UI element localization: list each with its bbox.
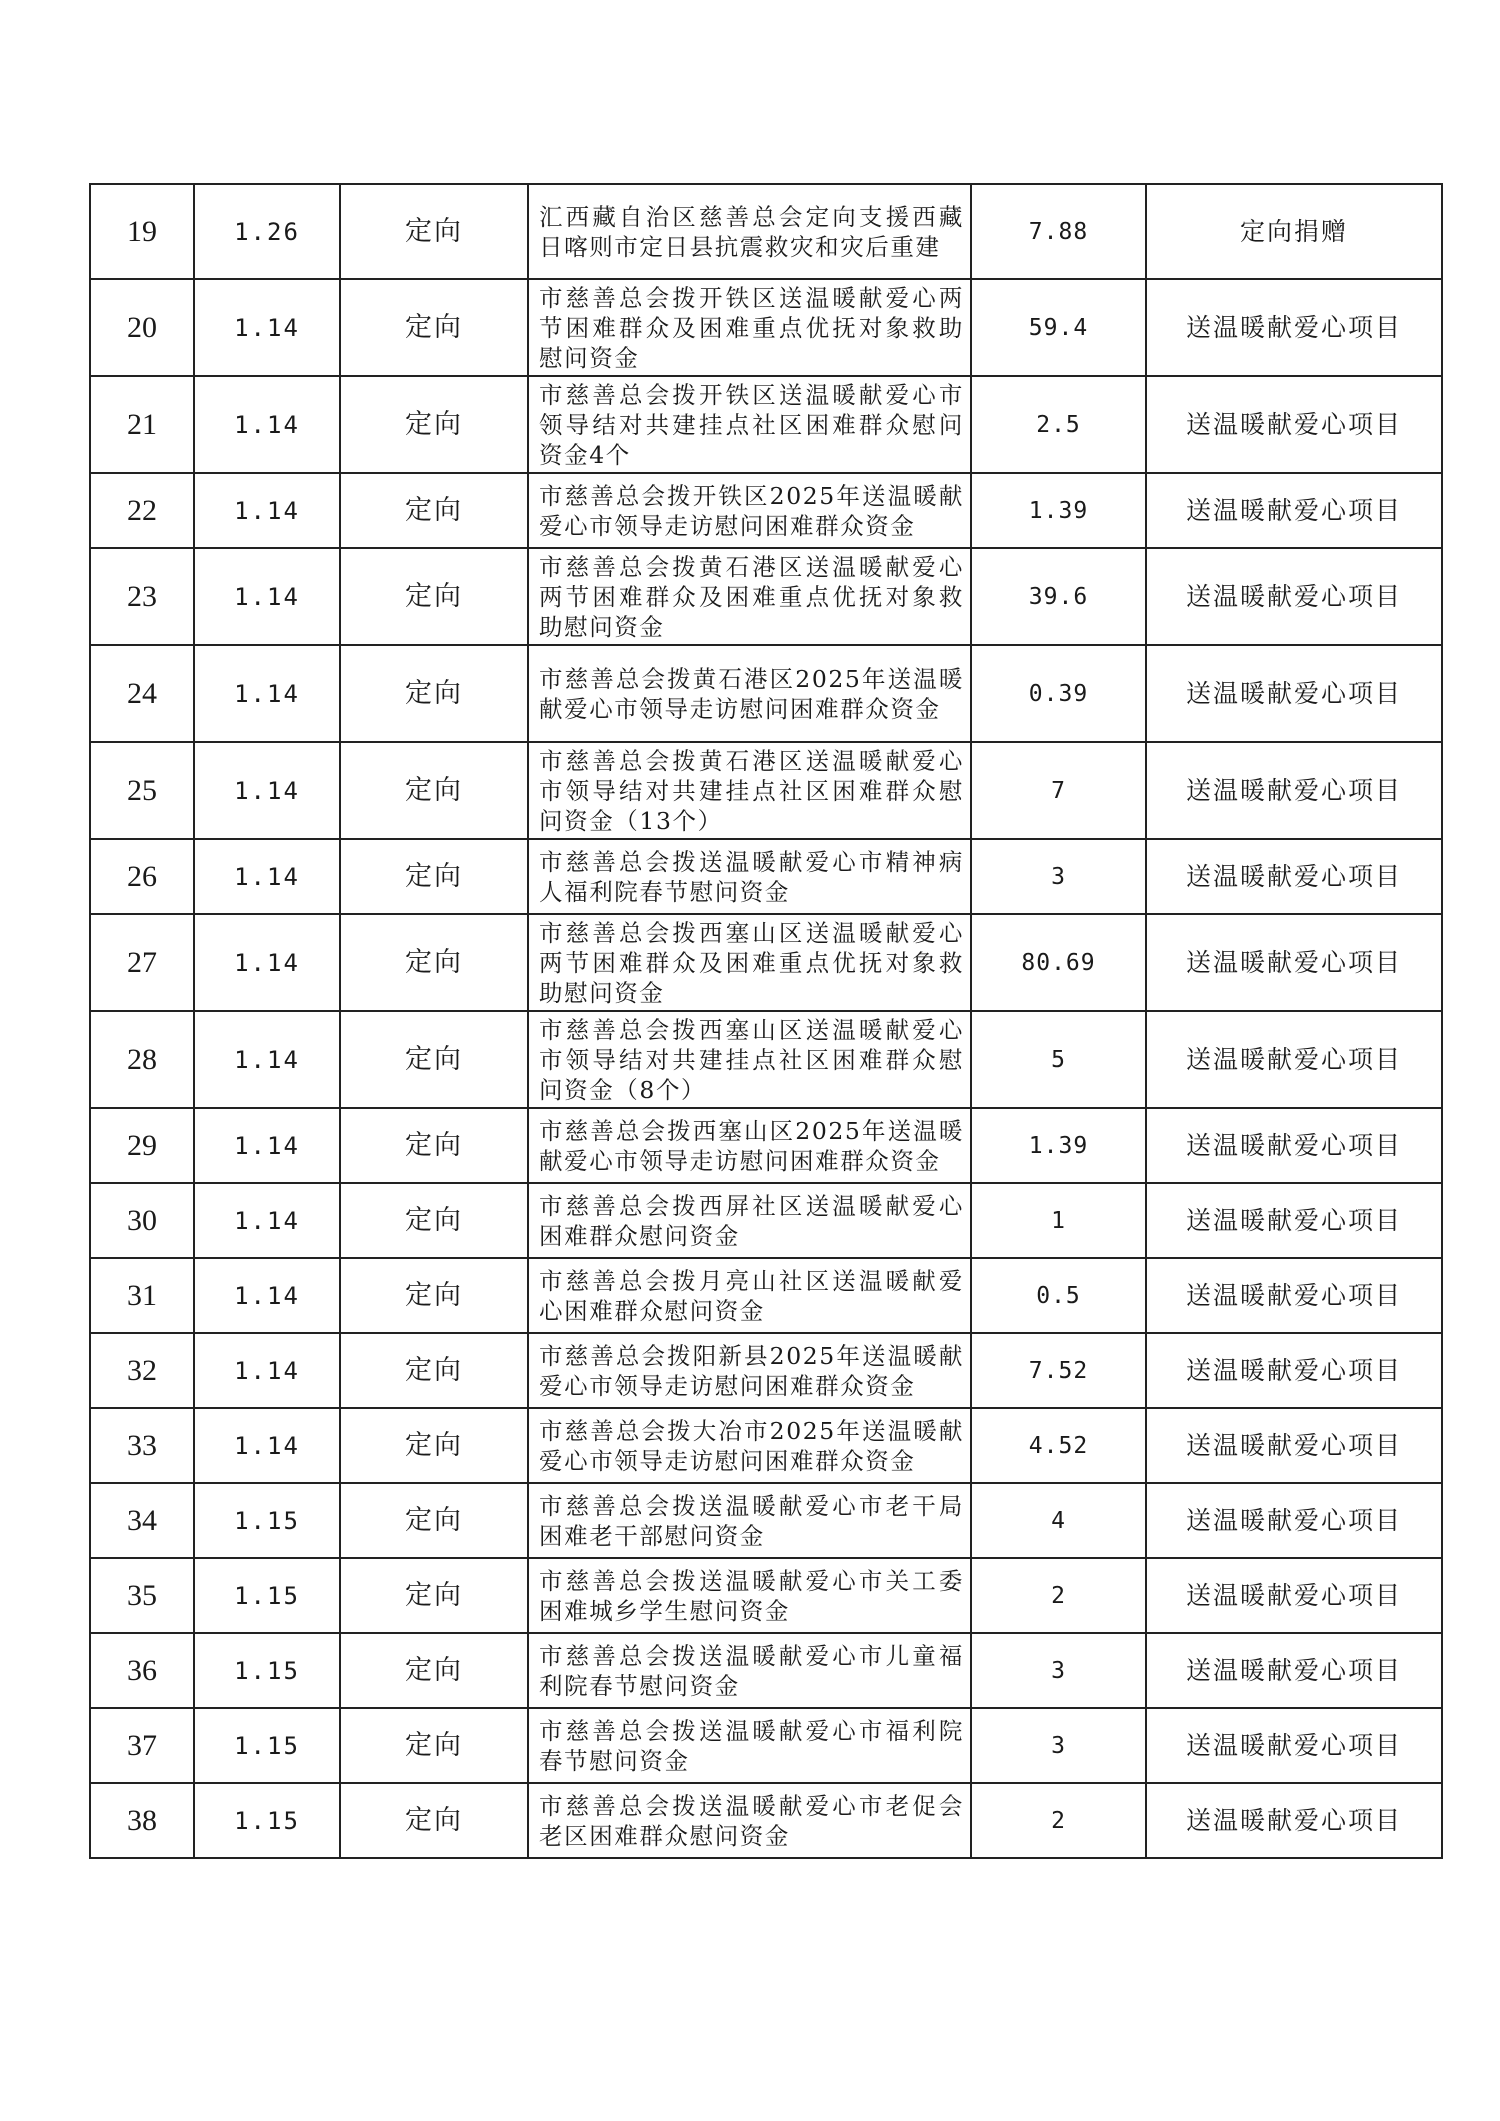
row-project: 送温暖献爱心项目 <box>1146 1558 1442 1633</box>
row-type: 定向 <box>340 1408 528 1483</box>
row-number: 21 <box>90 376 194 473</box>
table-row <box>90 184 1442 279</box>
row-number: 19 <box>90 184 194 279</box>
row-description: 市慈善总会拨开铁区送温暖献爱心两节困难群众及困难重点优抚对象救助慰问资金 <box>528 279 971 376</box>
row-project: 送温暖献爱心项目 <box>1146 742 1442 839</box>
row-number: 27 <box>90 914 194 1011</box>
row-date: 1.14 <box>194 548 340 645</box>
row-description: 市慈善总会拨黄石港区送温暖献爱心市领导结对共建挂点社区困难群众慰问资金（13个） <box>528 742 971 839</box>
row-amount: 2 <box>971 1783 1146 1858</box>
row-type: 定向 <box>340 473 528 548</box>
row-number: 32 <box>90 1333 194 1408</box>
row-number: 28 <box>90 1011 194 1108</box>
table-row <box>90 914 1442 1011</box>
row-number: 33 <box>90 1408 194 1483</box>
row-amount: 0.5 <box>971 1258 1146 1333</box>
row-project: 送温暖献爱心项目 <box>1146 548 1442 645</box>
table-row <box>90 473 1442 548</box>
row-amount: 7.88 <box>971 184 1146 279</box>
row-date: 1.14 <box>194 279 340 376</box>
row-project: 送温暖献爱心项目 <box>1146 1011 1442 1108</box>
row-amount: 3 <box>971 839 1146 914</box>
row-project: 送温暖献爱心项目 <box>1146 1333 1442 1408</box>
row-project: 送温暖献爱心项目 <box>1146 1633 1442 1708</box>
row-amount: 1.39 <box>971 1108 1146 1183</box>
row-date: 1.15 <box>194 1633 340 1708</box>
row-date: 1.14 <box>194 1183 340 1258</box>
row-date: 1.15 <box>194 1708 340 1783</box>
table-row <box>90 839 1442 914</box>
row-type: 定向 <box>340 1708 528 1783</box>
row-description: 市慈善总会拨西塞山区2025年送温暖献爱心市领导走访慰问困难群众资金 <box>528 1108 971 1183</box>
row-description: 市慈善总会拨开铁区2025年送温暖献爱心市领导走访慰问困难群众资金 <box>528 473 971 548</box>
row-amount: 3 <box>971 1708 1146 1783</box>
row-amount: 59.4 <box>971 279 1146 376</box>
table-row <box>90 376 1442 473</box>
row-project: 送温暖献爱心项目 <box>1146 645 1442 742</box>
table-row <box>90 1183 1442 1258</box>
row-description: 市慈善总会拨黄石港区送温暖献爱心两节困难群众及困难重点优抚对象救助慰问资金 <box>528 548 971 645</box>
row-number: 37 <box>90 1708 194 1783</box>
row-number: 36 <box>90 1633 194 1708</box>
row-project: 送温暖献爱心项目 <box>1146 279 1442 376</box>
table-body <box>90 184 1442 1858</box>
row-project: 定向捐赠 <box>1146 184 1442 279</box>
row-project: 送温暖献爱心项目 <box>1146 914 1442 1011</box>
table-row <box>90 548 1442 645</box>
row-amount: 5 <box>971 1011 1146 1108</box>
table-row <box>90 1011 1442 1108</box>
row-description: 市慈善总会拨黄石港区2025年送温暖献爱心市领导走访慰问困难群众资金 <box>528 645 971 742</box>
row-project: 送温暖献爱心项目 <box>1146 473 1442 548</box>
row-description: 市慈善总会拨开铁区送温暖献爱心市领导结对共建挂点社区困难群众慰问资金4个 <box>528 376 971 473</box>
donation-table <box>89 183 1443 1859</box>
row-date: 1.14 <box>194 742 340 839</box>
row-date: 1.14 <box>194 376 340 473</box>
row-type: 定向 <box>340 1183 528 1258</box>
row-date: 1.14 <box>194 1108 340 1183</box>
row-number: 23 <box>90 548 194 645</box>
row-number: 35 <box>90 1558 194 1633</box>
row-date: 1.14 <box>194 1408 340 1483</box>
row-amount: 1.39 <box>971 473 1146 548</box>
row-type: 定向 <box>340 839 528 914</box>
row-description: 市慈善总会拨送温暖献爱心市精神病人福利院春节慰问资金 <box>528 839 971 914</box>
row-number: 29 <box>90 1108 194 1183</box>
row-project: 送温暖献爱心项目 <box>1146 1483 1442 1558</box>
row-amount: 2 <box>971 1558 1146 1633</box>
row-type: 定向 <box>340 1108 528 1183</box>
row-type: 定向 <box>340 1633 528 1708</box>
table-row <box>90 645 1442 742</box>
row-project: 送温暖献爱心项目 <box>1146 1783 1442 1858</box>
row-type: 定向 <box>340 1558 528 1633</box>
row-type: 定向 <box>340 1483 528 1558</box>
row-number: 31 <box>90 1258 194 1333</box>
row-description: 市慈善总会拨送温暖献爱心市老干局困难老干部慰问资金 <box>528 1483 971 1558</box>
row-date: 1.14 <box>194 473 340 548</box>
row-amount: 1 <box>971 1183 1146 1258</box>
row-project: 送温暖献爱心项目 <box>1146 1183 1442 1258</box>
row-number: 30 <box>90 1183 194 1258</box>
row-project: 送温暖献爱心项目 <box>1146 376 1442 473</box>
row-number: 25 <box>90 742 194 839</box>
row-type: 定向 <box>340 914 528 1011</box>
table-row <box>90 1783 1442 1858</box>
row-project: 送温暖献爱心项目 <box>1146 1258 1442 1333</box>
table-row <box>90 1108 1442 1183</box>
row-project: 送温暖献爱心项目 <box>1146 1108 1442 1183</box>
row-amount: 7 <box>971 742 1146 839</box>
row-description: 市慈善总会拨西屏社区送温暖献爱心困难群众慰问资金 <box>528 1183 971 1258</box>
row-description: 市慈善总会拨送温暖献爱心市福利院春节慰问资金 <box>528 1708 971 1783</box>
row-type: 定向 <box>340 548 528 645</box>
row-amount: 2.5 <box>971 376 1146 473</box>
table-row <box>90 1483 1442 1558</box>
row-amount: 39.6 <box>971 548 1146 645</box>
row-project: 送温暖献爱心项目 <box>1146 1708 1442 1783</box>
row-number: 24 <box>90 645 194 742</box>
row-date: 1.14 <box>194 1333 340 1408</box>
row-date: 1.15 <box>194 1783 340 1858</box>
row-number: 38 <box>90 1783 194 1858</box>
row-amount: 80.69 <box>971 914 1146 1011</box>
row-type: 定向 <box>340 1011 528 1108</box>
row-description: 市慈善总会拨大冶市2025年送温暖献爱心市领导走访慰问困难群众资金 <box>528 1408 971 1483</box>
row-amount: 4 <box>971 1483 1146 1558</box>
row-project: 送温暖献爱心项目 <box>1146 1408 1442 1483</box>
table-row <box>90 742 1442 839</box>
table-row <box>90 1258 1442 1333</box>
table-row <box>90 279 1442 376</box>
row-date: 1.26 <box>194 184 340 279</box>
row-number: 20 <box>90 279 194 376</box>
row-number: 34 <box>90 1483 194 1558</box>
row-date: 1.14 <box>194 1258 340 1333</box>
row-date: 1.15 <box>194 1483 340 1558</box>
row-date: 1.14 <box>194 839 340 914</box>
row-amount: 3 <box>971 1633 1146 1708</box>
row-date: 1.14 <box>194 645 340 742</box>
row-date: 1.15 <box>194 1558 340 1633</box>
row-description: 市慈善总会拨阳新县2025年送温暖献爱心市领导走访慰问困难群众资金 <box>528 1333 971 1408</box>
row-description: 市慈善总会拨西塞山区送温暖献爱心市领导结对共建挂点社区困难群众慰问资金（8个） <box>528 1011 971 1108</box>
row-type: 定向 <box>340 1258 528 1333</box>
row-type: 定向 <box>340 279 528 376</box>
row-date: 1.14 <box>194 914 340 1011</box>
row-amount: 4.52 <box>971 1408 1146 1483</box>
row-description: 市慈善总会拨送温暖献爱心市儿童福利院春节慰问资金 <box>528 1633 971 1708</box>
row-type: 定向 <box>340 1783 528 1858</box>
row-type: 定向 <box>340 645 528 742</box>
table-row <box>90 1633 1442 1708</box>
row-type: 定向 <box>340 376 528 473</box>
table-row <box>90 1408 1442 1483</box>
row-number: 22 <box>90 473 194 548</box>
row-type: 定向 <box>340 742 528 839</box>
row-description: 汇西藏自治区慈善总会定向支援西藏日喀则市定日县抗震救灾和灾后重建 <box>528 184 971 279</box>
row-amount: 0.39 <box>971 645 1146 742</box>
table-row <box>90 1333 1442 1408</box>
row-description: 市慈善总会拨送温暖献爱心市老促会老区困难群众慰问资金 <box>528 1783 971 1858</box>
row-date: 1.14 <box>194 1011 340 1108</box>
row-description: 市慈善总会拨西塞山区送温暖献爱心两节困难群众及困难重点优抚对象救助慰问资金 <box>528 914 971 1011</box>
row-number: 26 <box>90 839 194 914</box>
row-type: 定向 <box>340 184 528 279</box>
row-description: 市慈善总会拨送温暖献爱心市关工委困难城乡学生慰问资金 <box>528 1558 971 1633</box>
table-row <box>90 1558 1442 1633</box>
table-row <box>90 1708 1442 1783</box>
row-type: 定向 <box>340 1333 528 1408</box>
row-description: 市慈善总会拨月亮山社区送温暖献爱心困难群众慰问资金 <box>528 1258 971 1333</box>
row-amount: 7.52 <box>971 1333 1146 1408</box>
row-project: 送温暖献爱心项目 <box>1146 839 1442 914</box>
